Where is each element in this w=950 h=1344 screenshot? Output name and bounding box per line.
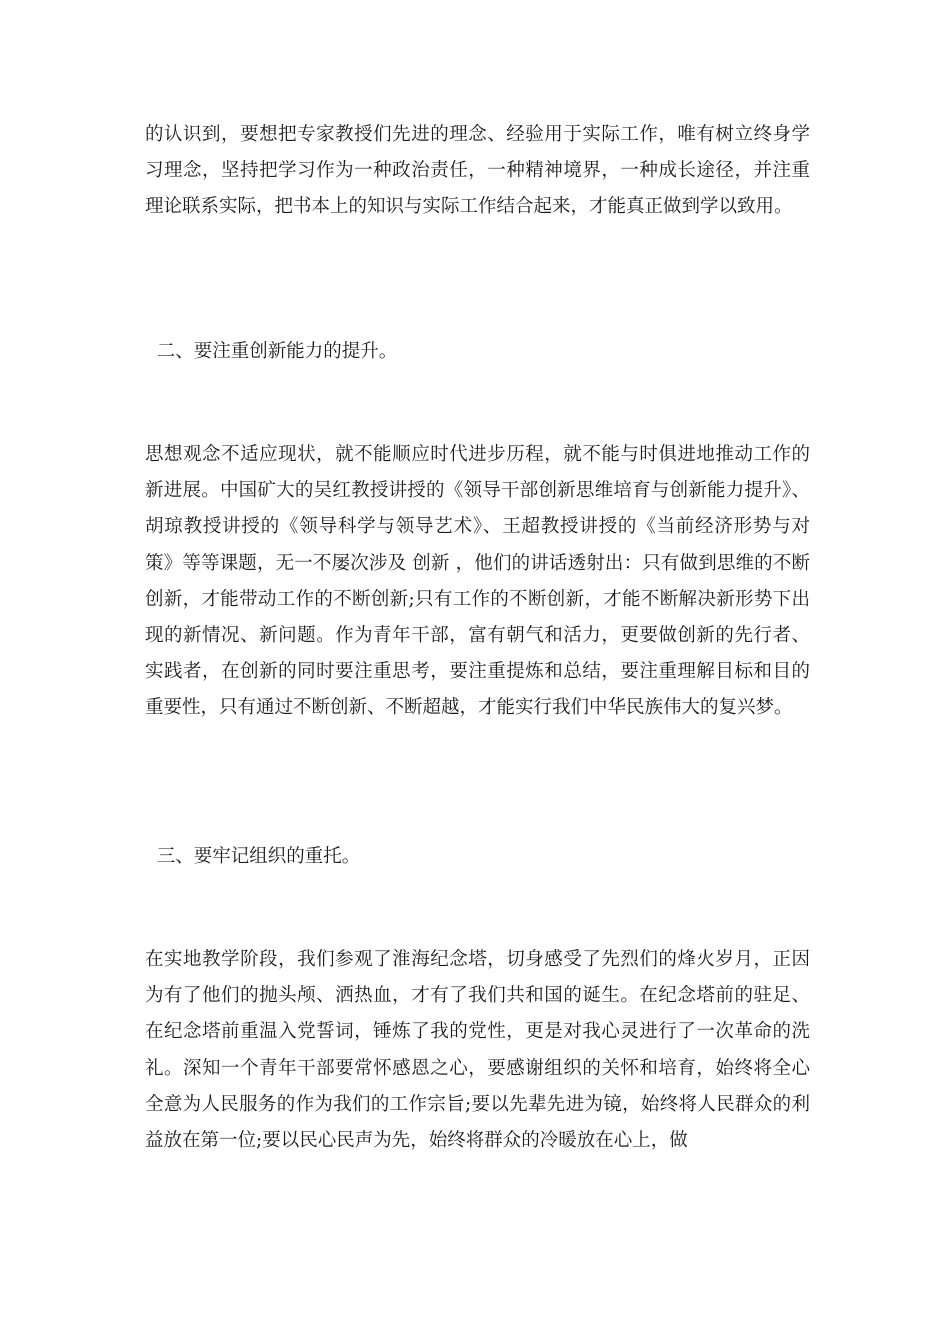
body-paragraph: 思想观念不适应现状，就不能顺应时代进步历程，就不能与时俱进地推动工作的新进展。中国矿大的吴红教授讲授的《领导干部创新思维培育与创新能力提升》、胡琼教授讲授的《领导科学与领导艺术》、王超教授讲授的《当前经济形势与对策》等等课题，无一不屡次涉及 创新 ，他们的讲话透射出：只有做到思维的不断创新，才能带动工作的不断创新;只有工作的不断创新，才能不断解决新形势下出现的新情况、新问题。作为青年干部，富有朝气和活力，更要做创新的先行者、实践者，在创新的同时要注重思考，要注重提炼和总结，要注重理解目标和目的重要性，只有通过不断创新、不断超越，才能实行我们中华民族伟大的复兴梦。 [145,444,810,719]
body-paragraph: 的认识到，要想把专家教授们先进的理念、经验用于实际工作，唯有树立终身学习理念，坚持把学习作为一种政治责任，一种精神境界，一种成长途径，并注重理论联系实际，把书本上的知识与实际工作结合起来，才能真正做到学以致用。 [145,124,810,218]
body-paragraph: 在实地教学阶段，我们参观了淮海纪念塔，切身感受了先烈们的烽火岁月，正因为有了他们的抛头颅、洒热血，才有了我们共和国的诞生。在纪念塔前的驻足、在纪念塔前重温入党誓词，锤炼了我的党性，更是对我心灵进行了一次革命的洗礼。深知一个青年干部要常怀感恩之心，要感谢组织的关怀和培育，始终将全心全意为人民服务的作为我们的工作宗旨;要以先辈先进为镜，始终将人民群众的利益放在第一位;要以民心民声为先，始终将群众的冷暖放在心上，做 [145,949,810,1152]
section-heading: 二、要注重创新能力的提升。 [145,341,398,362]
section-heading: 三、要牢记组织的重托。 [145,846,361,867]
